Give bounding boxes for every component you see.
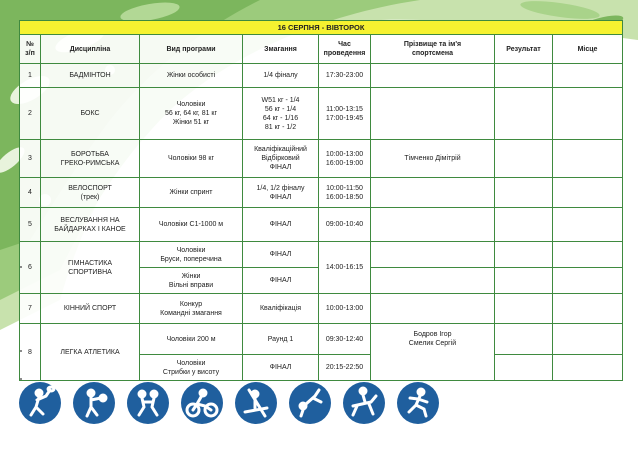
header-time: Час проведення <box>319 35 371 64</box>
header-row <box>20 35 623 64</box>
row-result <box>495 178 553 208</box>
row-discipline: БАДМІНТОН <box>41 64 140 88</box>
badminton-icon <box>19 382 61 424</box>
row-competition: Кваліфікаційний Відбірковий ФІНАЛ <box>243 140 319 178</box>
row-discipline: ВЕСЛУВАННЯ НА БАЙДАРКАХ І КАНОЕ <box>41 208 140 242</box>
row-place <box>553 64 623 88</box>
table-row <box>20 64 623 88</box>
header-competition: Змагання <box>243 35 319 64</box>
row-program: Чоловіки С1-1000 м <box>140 208 243 242</box>
row-num: 8 <box>20 324 41 381</box>
row-competition: ФІНАЛ <box>243 242 319 268</box>
row-program: Чоловіки 200 м <box>140 324 243 355</box>
row-athlete: Тімченко Дімітрій <box>371 140 495 178</box>
row-num: 6 <box>20 242 41 294</box>
row-athlete <box>371 208 495 242</box>
table-row <box>20 88 623 140</box>
row-result <box>495 294 553 324</box>
row-athlete: Бодров Ігор Смелик Сергій <box>371 324 495 381</box>
row-athlete <box>371 88 495 140</box>
row-place <box>553 324 623 355</box>
row-competition: Кваліфікація <box>243 294 319 324</box>
schedule-table <box>19 20 623 381</box>
row-time: 10:00-13:00 16:00-19:00 <box>319 140 371 178</box>
row-discipline: КІННИЙ СПОРТ <box>41 294 140 324</box>
table-row <box>20 324 623 355</box>
row-result-2 <box>495 268 553 294</box>
table-row <box>20 294 623 324</box>
wrestling-icon <box>127 382 169 424</box>
row-discipline: ГІМНАСТИКА СПОРТИВНА <box>41 242 140 294</box>
row-num: 4 <box>20 178 41 208</box>
row-time: 14:00-16:15 <box>319 242 371 294</box>
row-program: Конкур Командні змагання <box>140 294 243 324</box>
row-discipline: БОРОТЬБА ГРЕКО-РИМСЬКА <box>41 140 140 178</box>
header-athlete: Прізвище та ім'я спортсмена <box>371 35 495 64</box>
row-time-2: 20:15-22:50 <box>319 355 371 381</box>
row-result <box>495 324 553 355</box>
canoe-sprint-icon <box>235 382 277 424</box>
row-program: Чоловіки 56 кг, 64 кг, 81 кг Жінки 51 кг <box>140 88 243 140</box>
row-num: 3 <box>20 140 41 178</box>
margin-dot <box>20 378 22 380</box>
row-place <box>553 294 623 324</box>
row-competition: 1/4 фіналу <box>243 64 319 88</box>
row-time: 17:30-23:00 <box>319 64 371 88</box>
row-place <box>553 208 623 242</box>
margin-dot <box>20 350 22 352</box>
header-discipline: Дисципліна <box>41 35 140 64</box>
day-title: 16 СЕРПНЯ - ВІВТОРОК <box>20 21 623 35</box>
row-place <box>553 140 623 178</box>
row-competition: 1/4, 1/2 фіналу ФІНАЛ <box>243 178 319 208</box>
sport-icons-row <box>19 382 449 428</box>
row-competition-2: ФІНАЛ <box>243 268 319 294</box>
row-result <box>495 208 553 242</box>
header-program: Вид програми <box>140 35 243 64</box>
row-athlete <box>371 294 495 324</box>
row-result <box>495 88 553 140</box>
row-competition: ФІНАЛ <box>243 208 319 242</box>
row-discipline: БОКС <box>41 88 140 140</box>
row-time: 09:00-10:40 <box>319 208 371 242</box>
header-place: Місце <box>553 35 623 64</box>
athletics-icon <box>397 382 439 424</box>
row-time: 09:30-12:40 <box>319 324 371 355</box>
boxing-icon <box>73 382 115 424</box>
row-program-2: Чоловіки Стрибки у висоту <box>140 355 243 381</box>
row-place <box>553 242 623 268</box>
header-num: № з/п <box>20 35 41 64</box>
row-num: 1 <box>20 64 41 88</box>
row-competition-2: ФІНАЛ <box>243 355 319 381</box>
row-time: 10:00-11:50 16:00-18:50 <box>319 178 371 208</box>
row-time: 10:00-13:00 <box>319 294 371 324</box>
table-row <box>20 140 623 178</box>
margin-dot <box>20 266 22 268</box>
row-time: 11:00-13:15 17:00-19:45 <box>319 88 371 140</box>
row-place-2 <box>553 268 623 294</box>
row-athlete <box>371 242 495 268</box>
gymnastics-icon <box>289 382 331 424</box>
row-result <box>495 140 553 178</box>
row-result <box>495 64 553 88</box>
row-athlete-2 <box>371 268 495 294</box>
header-result: Результат <box>495 35 553 64</box>
equestrian-icon <box>343 382 385 424</box>
row-place-2 <box>553 355 623 381</box>
row-program: Жінки спринт <box>140 178 243 208</box>
row-athlete <box>371 178 495 208</box>
table-row <box>20 208 623 242</box>
row-athlete <box>371 64 495 88</box>
row-num: 5 <box>20 208 41 242</box>
row-result <box>495 242 553 268</box>
row-num: 2 <box>20 88 41 140</box>
row-program-2: Жінки Вільні вправи <box>140 268 243 294</box>
row-place <box>553 88 623 140</box>
row-program: Чоловіки Бруси, поперечина <box>140 242 243 268</box>
row-competition: Раунд 1 <box>243 324 319 355</box>
table-row <box>20 178 623 208</box>
row-program: Жінки особисті <box>140 64 243 88</box>
row-discipline: ЛЕГКА АТЛЕТИКА <box>41 324 140 381</box>
cycling-track-icon <box>181 382 223 424</box>
row-program: Чоловіки 98 кг <box>140 140 243 178</box>
row-place <box>553 178 623 208</box>
row-result-2 <box>495 355 553 381</box>
table-row <box>20 242 623 268</box>
row-competition: W51 кг - 1/4 56 кг - 1/4 64 кг - 1/16 81 кг - 1/2 <box>243 88 319 140</box>
row-discipline: ВЕЛОСПОРТ (трек) <box>41 178 140 208</box>
row-num: 7 <box>20 294 41 324</box>
